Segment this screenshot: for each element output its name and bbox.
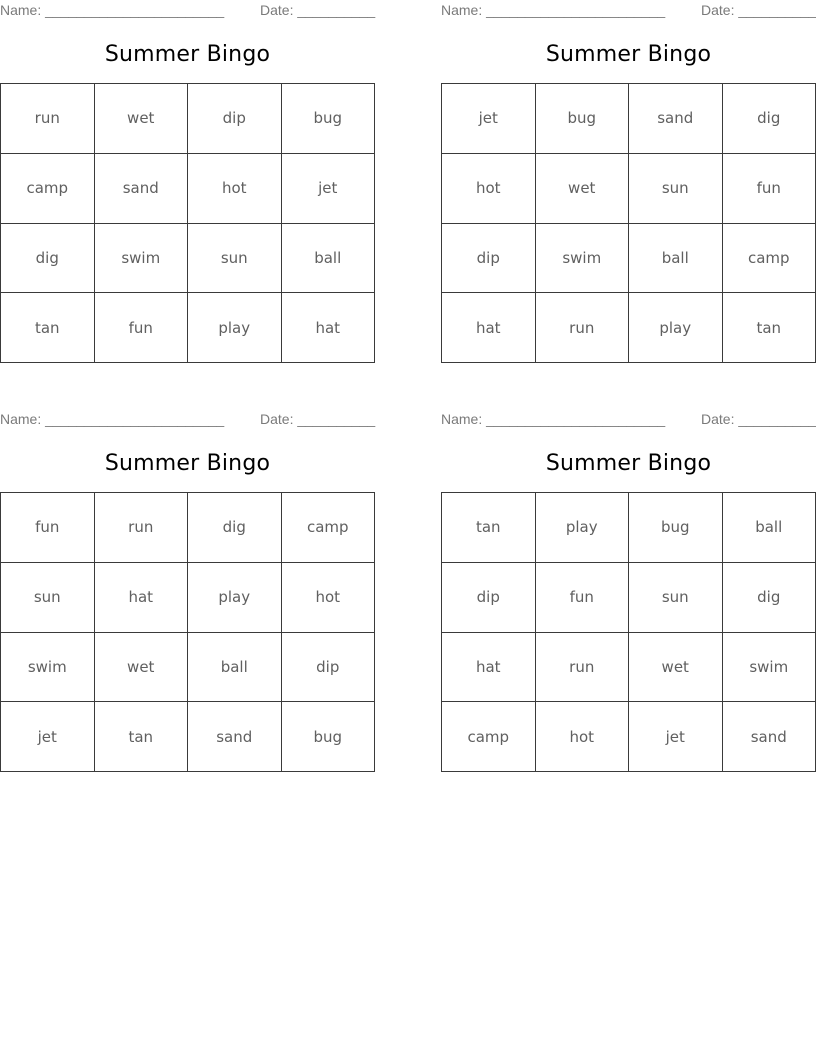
bingo-cell: dig [1,224,95,294]
bingo-cell: hot [188,154,282,224]
card-header [0,0,375,20]
bingo-cell: bug [282,84,376,154]
bingo-cell: dip [442,224,536,294]
bingo-cell: dip [188,84,282,154]
bingo-cell: wet [536,154,630,224]
bingo-cell: hot [442,154,536,224]
bingo-cell: dip [282,633,376,703]
bingo-cell: tan [442,493,536,563]
bingo-cell: swim [536,224,630,294]
bingo-cell: fun [1,493,95,563]
card-header [0,409,375,429]
name-field[interactable]: Name: _______________________ [0,2,225,18]
bingo-cell: camp [442,702,536,772]
card-header [441,409,816,429]
bingo-cell: sand [188,702,282,772]
bingo-cell: run [536,293,630,363]
bingo-cell: run [1,84,95,154]
bingo-cell: play [629,293,723,363]
card-title: Summer Bingo [545,42,712,67]
bingo-cell: dig [723,563,816,633]
bingo-cell: dig [723,84,816,154]
bingo-cell: play [188,563,282,633]
bingo-cell: dip [442,563,536,633]
date-field[interactable]: Date: __________ [260,411,376,427]
bingo-cell: hat [95,563,189,633]
name-field[interactable]: Name: _______________________ [0,411,225,427]
bingo-cell: swim [723,633,816,703]
bingo-grid [441,492,816,772]
bingo-cell: camp [723,224,816,294]
bingo-cell: hot [282,563,376,633]
bingo-cell: run [536,633,630,703]
bingo-cell: jet [282,154,376,224]
bingo-card-4 [441,409,816,773]
bingo-cell: tan [1,293,95,363]
bingo-cell: bug [282,702,376,772]
bingo-cell: wet [629,633,723,703]
bingo-cell: fun [723,154,816,224]
bingo-grid [0,83,375,363]
bingo-card-3 [0,409,375,773]
bingo-cell: tan [95,702,189,772]
bingo-cell: play [536,493,630,563]
bingo-cell: swim [1,633,95,703]
bingo-grid [0,492,375,772]
bingo-cell: swim [95,224,189,294]
bingo-cell: play [188,293,282,363]
bingo-cell: jet [1,702,95,772]
bingo-cell: ball [723,493,816,563]
bingo-cell: hat [282,293,376,363]
bingo-cell: ball [629,224,723,294]
bingo-cell: jet [442,84,536,154]
date-field[interactable]: Date: __________ [260,2,376,18]
bingo-cell: sun [1,563,95,633]
bingo-cell: camp [1,154,95,224]
bingo-cell: bug [629,493,723,563]
card-header [441,0,816,20]
bingo-cell: wet [95,84,189,154]
bingo-cell: ball [188,633,282,703]
bingo-cell: fun [95,293,189,363]
bingo-cell: sun [629,154,723,224]
name-field[interactable]: Name: _______________________ [441,2,666,18]
date-field[interactable]: Date: __________ [701,411,816,427]
card-title: Summer Bingo [545,451,712,476]
bingo-cell: camp [282,493,376,563]
bingo-cell: ball [282,224,376,294]
bingo-cell: hat [442,633,536,703]
bingo-cell: bug [536,84,630,154]
bingo-card-2 [441,0,816,364]
card-title: Summer Bingo [104,451,271,476]
bingo-cell: hot [536,702,630,772]
bingo-cell: sun [188,224,282,294]
bingo-cell: hat [442,293,536,363]
bingo-cell: run [95,493,189,563]
bingo-cell: fun [536,563,630,633]
bingo-cell: sand [95,154,189,224]
date-field[interactable]: Date: __________ [701,2,816,18]
bingo-cell: tan [723,293,816,363]
bingo-cell: jet [629,702,723,772]
bingo-cell: wet [95,633,189,703]
bingo-cell: sun [629,563,723,633]
name-field[interactable]: Name: _______________________ [441,411,666,427]
bingo-card-1 [0,0,375,364]
bingo-cell: sand [629,84,723,154]
bingo-cell: sand [723,702,816,772]
card-title: Summer Bingo [104,42,271,67]
bingo-cell: dig [188,493,282,563]
bingo-grid [441,83,816,363]
